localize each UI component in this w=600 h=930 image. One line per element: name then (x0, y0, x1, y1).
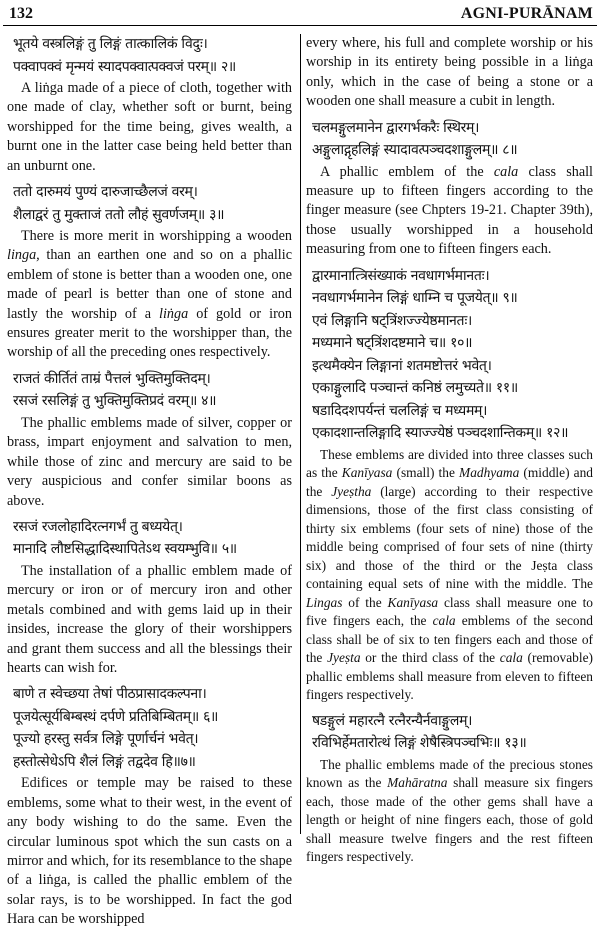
verse-line: एवं लिङ्गानि षट्त्रिंशज्ज्येष्ठमानतः। (312, 312, 473, 329)
running-title: AGNI-PURĀNAM (460, 5, 593, 22)
verse-line: चलमङ्गुलमानेन द्वारगर्भकरैः स्थिरम्। (312, 119, 480, 136)
verse-line: नवधागर्भमानेन लिङ्गं धाम्नि च पूजयेत्॥ ९॥ (312, 290, 518, 307)
verse-line: रसजं रसलिङ्गं तु भुक्तिमुक्तिप्रदं वरम्॥ ४॥ (13, 393, 217, 410)
translation-paragraph: These emblems are divided into three classes such as the Kanīyasa (small) the Madhyama (middle) and the Jyeṣtha (large) according to their respective dimensions, those of the first class consisting of thirty six emblems (four sets of nine) those of the middle being comprised of four sets of nine (thirty six) and those of the third or the Jeṣta class containing equal sets of nine with the middle. The Lingas of the Kanīyasa class shall measure one to five fingers each, the cala emblems of the second class shall be of six to ten fingers each and those of the Jyeṣta or the third class of the cala (removable) phallic emblems shall measure from eleven to fifteen fingers respectively. (306, 446, 593, 703)
verse-line: रसजं रजलोहादिरत्नगर्भं तु बध्ययेत्। (13, 518, 183, 535)
left-column (7, 34, 292, 928)
verse-line: षडादिदशपर्यन्तं चललिङ्गं च मध्यमम्। (312, 402, 488, 419)
verse-line: पूजयेत्सूर्यबिम्बस्थं दर्पणे प्रतिबिम्बितम्॥ ६॥ (13, 708, 219, 725)
verse-line: एकाङ्गुलादि पञ्चान्तं कनिष्ठं लमुच्यते॥ ११॥ (312, 380, 518, 397)
right-column (306, 34, 594, 865)
translation-paragraph: There is more merit in worshipping a wooden linga, than an earthen one and so on a phallic emblem of stone is better than a wooden one, one made of pearl is better than one of stone and lastly the worship of a liṅga of gold or iron ensures greater merit to the worshipper than, the worship of all the preceding ones respectively. (7, 228, 292, 361)
column-divider (300, 34, 301, 834)
page-number: 132 (9, 5, 33, 22)
verse-line: पक्वापक्वं मृन्मयं स्यादपक्वात्पक्वजं परम्॥ २॥ (13, 58, 237, 75)
verse-line: बाणे त स्वेच्छया तेषां पीठप्रासादकल्पना। (13, 686, 207, 703)
verse-line: रविभिर्हेमतारोत्थं लिङ्गं शेषैस्त्रिपञ्चभिः॥ १३॥ (312, 735, 527, 752)
verse-line: इत्थमैक्येन लिङ्गानां शतमष्टोत्तरं भवेत्। (312, 357, 492, 374)
translation-paragraph: A phallic emblem of the cala class shall measure up to fifteen fingers according to the finger measure (see Chpters 19-21. Chapter 39th), those usually worshipped in a household measuring from one to fifteen fingers each. (306, 163, 594, 258)
verse-line: शैलाद्वरं तु मुक्ताजं ततो लौहं सुवर्णजम्॥ ३॥ (13, 206, 225, 223)
verse-line: षडङ्गुलं महारत्नै रत्नैरन्यैर्नवाङ्गुलम्। (312, 712, 473, 729)
verse-line: द्वारमानात्त्रिसंख्याकं नवधागर्भमानतः। (312, 267, 490, 284)
translation-paragraph: every where, his full and complete worship or his worship in its entirety being possible in a liṅga only, which in the case of being a stone or a wooden one shall measure a cubit in length. (306, 35, 593, 110)
verse-line: मध्यमाने षट्त्रिंशदष्टमाने च॥ १०॥ (312, 335, 473, 352)
verse-line: मानादि लौष्टसिद्धादिस्थापितेऽथ स्वयम्भुवि॥ ५॥ (13, 541, 237, 558)
verse-line: ततो दारुमयं पुण्यं दारुजाच्छैलजं वरम्। (13, 184, 198, 201)
verse-line: पूज्यो हरस्तु सर्वत्र लिङ्गे पूर्णार्चनं भवेत्। (13, 731, 199, 748)
verse-line: हस्तोत्सेधेऽपि शैलं लिङ्गं तद्वदेव हि॥७॥ (13, 753, 196, 770)
translation-paragraph: The phallic emblems made of silver, copper or brass, impart enjoyment and salvation to men, while those of zinc and mercury are said to be very auspicious and confer similar boons as above. (7, 414, 292, 509)
verse-line: अङ्गुलाद्गृहलिङ्गं स्यादावत्पञ्चदशाङ्गुलम्॥ ८॥ (312, 142, 518, 159)
translation-paragraph: The phallic emblems made of the precious stones known as the Mahāratna shall measure six fingers each, those made of the other gems shall have a length or height of nine fingers each, those of gold shall measure twelve fingers and the rest fifteen fingers respectively. (306, 756, 594, 865)
verse-line: एकादशान्तलिङ्गादि स्याज्ज्येष्ठं पञ्चदशान्तिकम्॥ १२॥ (312, 425, 569, 442)
verse-line: भूतये वस्त्रलिङ्गं तु लिङ्गं तात्कालिकं विदुः। (13, 36, 208, 52)
translation-paragraph: A liṅga made of a piece of cloth, together with one made of clay, whether soft or burnt, being worshipped for the time being, gives wealth, a burnt one in the latter case being held better than an unburnt one. (7, 80, 292, 174)
page-header (3, 3, 597, 26)
translation-paragraph: Edifices or temple may be raised to these emblems, some what to their west, in the event of any body wishing to do the same. Even the circular luminous spot which the sun casts on a mirror and which, for its resemblance to the shape of a liṅga, is called the phallic emblem of the solar rays, is to be worshipped. In fact the god Hara can be worshipped (7, 775, 292, 928)
verse-line: राजतं कीर्तितं ताम्रं पैत्तलं भुक्तिमुक्तिदम्। (13, 370, 211, 387)
translation-paragraph: The installation of a phallic emblem made of mercury or iron or of mercury iron and other metals combined and with gems laid up in their insides, increase the glory of their worshippers and grant them success and all the blessings their hearts can wish for. (7, 562, 292, 676)
